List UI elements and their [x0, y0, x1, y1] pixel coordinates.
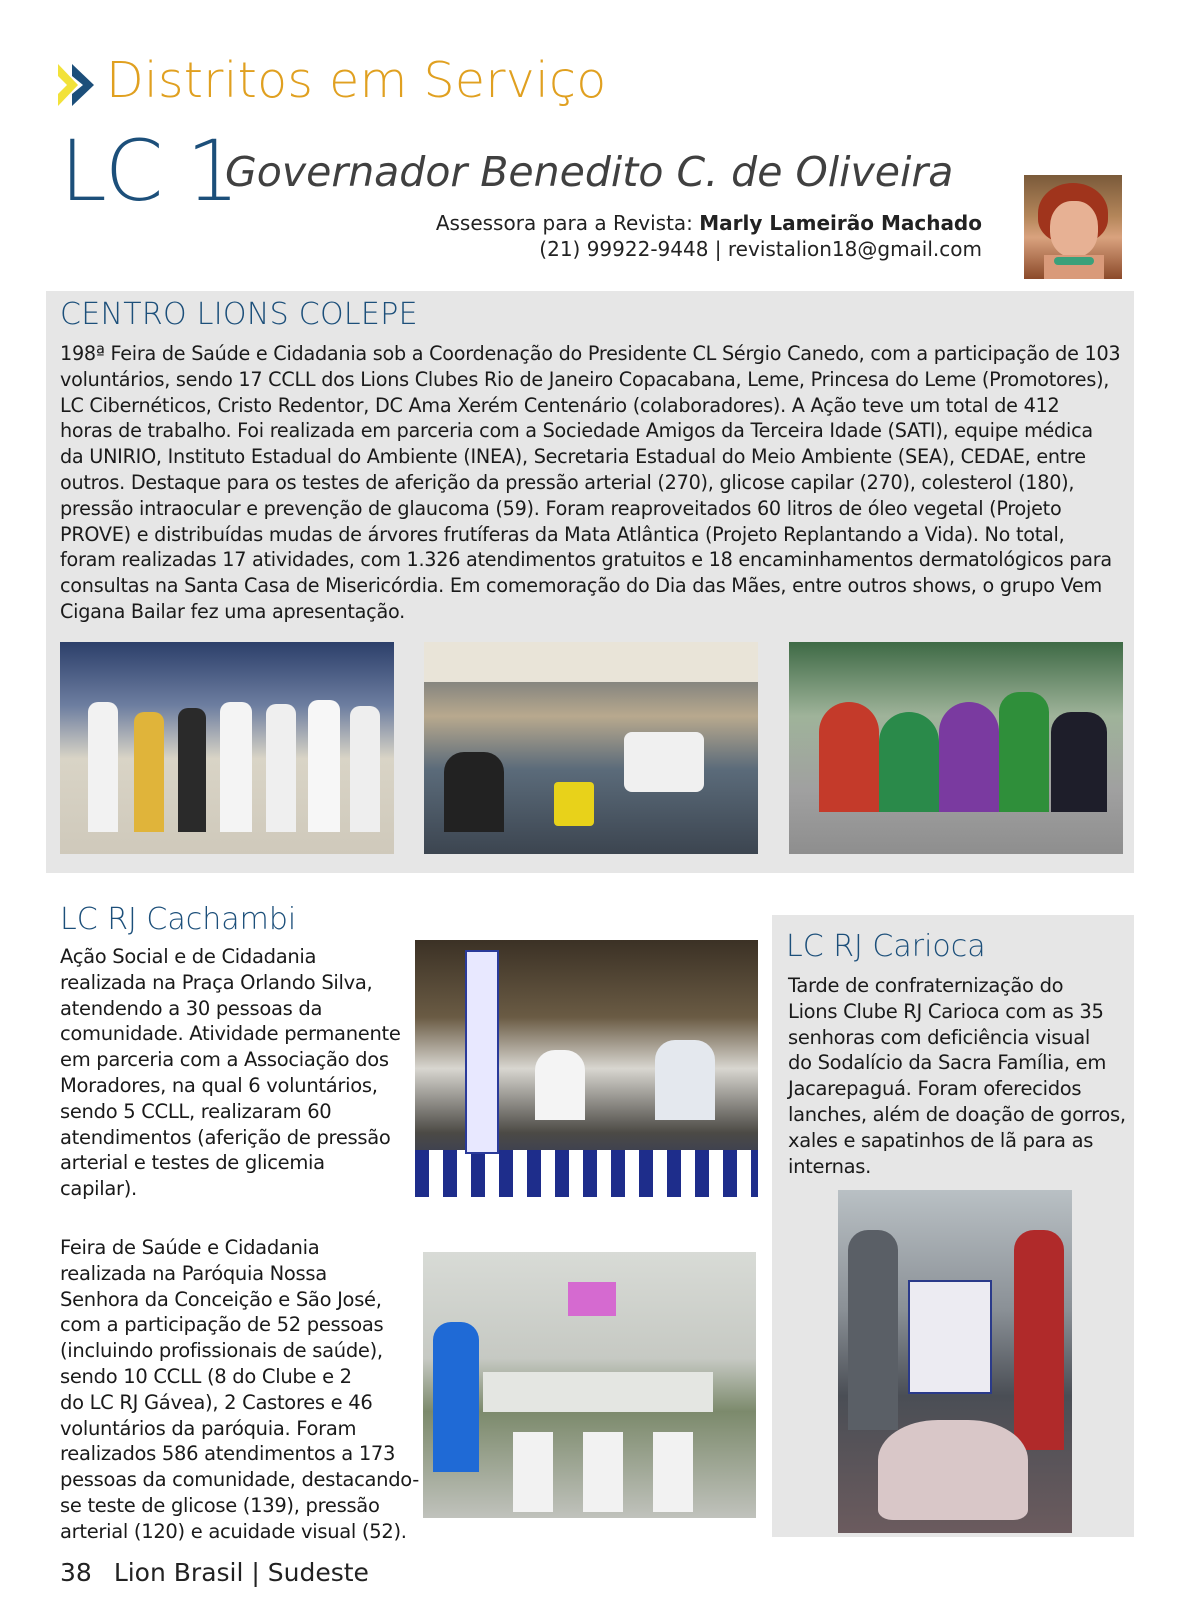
- district-number: LC 1: [60, 122, 238, 220]
- assistant-name: Marly Lameirão Machado: [699, 211, 982, 235]
- photo-health-checks: [424, 642, 758, 854]
- body-line: em parceria com a Associação dos: [60, 1048, 389, 1072]
- body-line: Cigana Bailar fez uma apresentação.: [60, 599, 405, 623]
- cachambi-body-2: [60, 1235, 420, 1545]
- body-line: se teste de glicose (139), pressão: [60, 1493, 380, 1517]
- body-line: pessoas da comunidade, destacando-: [60, 1468, 420, 1492]
- photo-parish-fair: [423, 1252, 756, 1518]
- colepe-body: [60, 341, 1140, 625]
- body-line: comunidade. Atividade permanente: [60, 1022, 401, 1046]
- body-line: Tarde de confraternização do: [788, 974, 1064, 997]
- photo-gypsy-dance: [789, 642, 1123, 854]
- body-line: internas.: [788, 1154, 872, 1178]
- body-line: da UNIRIO, Instituto Estadual do Ambiente (INEA), Secretaria Estadual do Meio Ambiente (SEA), CEDAE, entre: [60, 445, 1086, 469]
- body-line: outros. Destaque para os testes de aferição da pressão arterial (270), glicose capilar (270), colesterol (180),: [60, 470, 1075, 494]
- body-line: Senhora da Conceição e São José,: [60, 1287, 382, 1311]
- body-line: sendo 10 CCLL (8 do Clube e 2: [60, 1364, 352, 1388]
- body-line: realizada na Praça Orlando Silva,: [60, 970, 373, 994]
- photo-praca-action: [415, 940, 758, 1197]
- body-line: capilar).: [60, 1177, 137, 1201]
- cachambi-body-1: [60, 944, 410, 1202]
- body-line: realizada na Paróquia Nossa: [60, 1261, 327, 1285]
- assistant-portrait: [1024, 175, 1122, 279]
- body-line: Lions Clube RJ Carioca com as 35: [788, 999, 1104, 1023]
- body-line: atendimentos (aferição de pressão: [60, 1125, 391, 1149]
- chevron-arrow-icon: [58, 62, 98, 108]
- body-line: consultas na Santa Casa de Misericórdia. Em comemoração do Dia das Mães, entre outros shows, o grupo Vem: [60, 574, 1102, 598]
- section-title: Distritos em Serviço: [106, 52, 607, 109]
- body-line: do LC RJ Gávea), 2 Castores e 46: [60, 1390, 373, 1414]
- body-line: xales e sapatinhos de lã para as: [788, 1128, 1094, 1152]
- body-line: PROVE) e distribuídas mudas de árvores frutíferas da Mata Atlântica (Projeto Replantando a Vida). No total,: [60, 522, 1065, 546]
- body-line: pressão intraocular e prevenção de glaucoma (59). Foram reaproveitados 60 litros de óleo vegetal (Projeto: [60, 496, 1062, 520]
- carioca-body: [788, 973, 1128, 1179]
- body-line: foram realizadas 17 atividades, com 1.326 atendimentos gratuitos e 18 encaminhamentos dermatológicos para: [60, 548, 1112, 572]
- body-line: arterial (120) e acuidade visual (52).: [60, 1519, 407, 1543]
- body-line: Feira de Saúde e Cidadania: [60, 1236, 320, 1259]
- body-line: senhoras com deficiência visual: [788, 1025, 1090, 1049]
- body-line: do Sodalício da Sacra Família, em: [788, 1051, 1107, 1075]
- body-line: sendo 5 CCLL, realizaram 60: [60, 1099, 332, 1123]
- photo-carioca-donation: [838, 1190, 1072, 1533]
- body-line: horas de trabalho. Foi realizada em parceria com a Sociedade Amigos da Terceira Idade (SATI), equipe médica: [60, 419, 1093, 443]
- page-footer: [60, 1558, 369, 1587]
- body-line: Moradores, na qual 6 voluntários,: [60, 1073, 378, 1097]
- page-number: 38: [60, 1558, 92, 1587]
- body-line: (incluindo profissionais de saúde),: [60, 1339, 383, 1363]
- body-line: Ação Social e de Cidadania: [60, 945, 317, 968]
- photo-medical-team: [60, 642, 394, 854]
- body-line: arterial e testes de glicemia: [60, 1151, 325, 1175]
- cachambi-title: LC RJ Cachambi: [60, 902, 297, 937]
- publication-name: Lion Brasil | Sudeste: [113, 1558, 369, 1587]
- body-line: 198ª Feira de Saúde e Cidadania sob a Coordenação do Presidente CL Sérgio Canedo, com a participação de 103: [60, 342, 1121, 365]
- body-line: voluntários, sendo 17 CCLL dos Lions Clubes Rio de Janeiro Copacabana, Leme, Princesa do Leme (Promotores),: [60, 367, 1110, 391]
- body-line: Jacarepaguá. Foram oferecidos: [788, 1077, 1082, 1101]
- assistant-label: Assessora para a Revista:: [435, 211, 693, 235]
- carioca-title: LC RJ Carioca: [786, 929, 986, 964]
- body-line: com a participação de 52 pessoas: [60, 1313, 384, 1337]
- assistant-info: [436, 210, 982, 262]
- body-line: LC Cibernéticos, Cristo Redentor, DC Ama Xerém Centenário (colaboradores). A Ação teve um total de 412: [60, 393, 1060, 417]
- body-line: atendendo a 30 pessoas da: [60, 996, 323, 1020]
- assistant-contact: (21) 99922-9448 | revistalion18@gmail.com: [539, 237, 982, 261]
- colepe-title: CENTRO LIONS COLEPE: [60, 297, 418, 332]
- governor-name: Governador Benedito C. de Oliveira: [225, 148, 954, 196]
- body-line: realizados 586 atendimentos a 173: [60, 1442, 396, 1466]
- body-line: lanches, além de doação de gorros,: [788, 1102, 1126, 1126]
- body-line: voluntários da paróquia. Foram: [60, 1416, 357, 1440]
